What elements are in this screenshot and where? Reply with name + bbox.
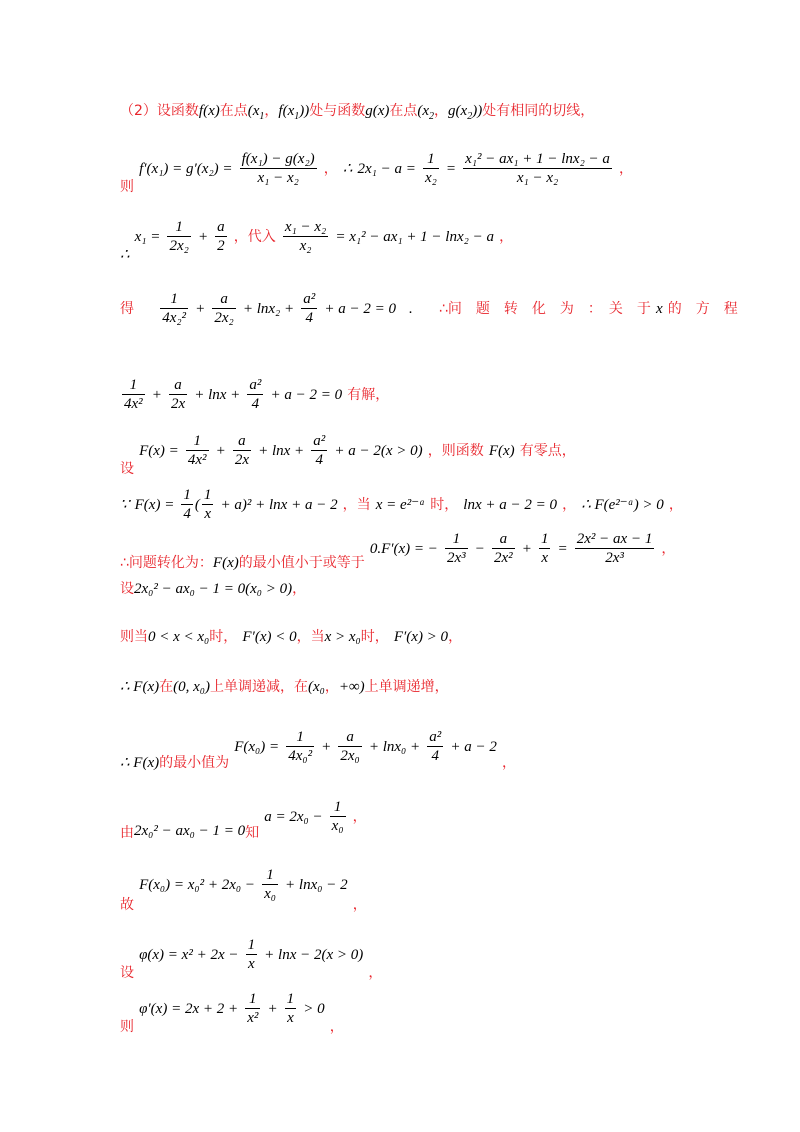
fraction xyxy=(492,530,515,567)
fraction xyxy=(233,432,251,469)
fraction xyxy=(445,530,468,567)
math: + lnx + xyxy=(258,443,305,459)
label: 得 xyxy=(120,301,134,317)
math: (x xyxy=(417,103,430,119)
fraction xyxy=(283,218,328,255)
math: f(x xyxy=(278,103,295,119)
denominator: x₂ xyxy=(424,170,437,186)
text: 有零点， xyxy=(519,443,576,459)
text: ， xyxy=(352,897,367,913)
math: ∴ xyxy=(342,161,353,177)
denominator: 2x xyxy=(170,396,186,412)
math: f(x) xyxy=(198,103,220,119)
fraction xyxy=(262,866,278,903)
fraction xyxy=(575,530,655,567)
label: 设 xyxy=(120,581,134,597)
text: ， xyxy=(499,229,514,245)
label: 则 xyxy=(120,179,134,195)
fraction xyxy=(240,150,317,187)
denominator: 4x₀² xyxy=(288,748,313,764)
fraction xyxy=(286,728,314,765)
text: ， xyxy=(352,809,367,825)
math: x = e²⁻ᵃ xyxy=(375,497,426,513)
numerator: 1 xyxy=(262,866,278,885)
label: 故 xyxy=(120,897,134,913)
line-10 xyxy=(120,626,462,646)
numerator: a² xyxy=(303,291,316,307)
math: + xyxy=(321,739,332,755)
denominator: 2 xyxy=(217,238,225,254)
text: 的最小值小于或等于 xyxy=(238,555,365,571)
math: g(x) xyxy=(365,103,390,119)
line-4 xyxy=(120,290,738,327)
text: 则当 xyxy=(120,629,148,645)
denominator: 4 xyxy=(431,748,439,764)
denominator: 2x₂ xyxy=(169,238,189,254)
text: ， xyxy=(323,161,338,177)
label: 设 xyxy=(120,965,134,981)
math: 2x₀² − ax₀ − 1 = 0(x₀ > 0) xyxy=(134,581,293,597)
math: + a − 2 = 0 xyxy=(324,301,396,317)
line-7 xyxy=(120,486,683,523)
text: 时， xyxy=(360,629,389,645)
text: ， xyxy=(448,629,463,645)
text: 处有相同的切线， xyxy=(482,103,595,119)
math: F(x) xyxy=(212,555,239,571)
text: 的 方 程 xyxy=(667,301,738,317)
denominator: x₁ − x₂ xyxy=(257,170,299,186)
math: F(x₀) = x₀² + 2x₀ − xyxy=(139,877,255,893)
numerator: 1 xyxy=(245,990,260,1009)
math: ∴ F(e²⁻ᵃ) > 0 xyxy=(581,497,664,513)
math: + lnx₀ − 2 xyxy=(285,877,348,893)
text: ， xyxy=(292,581,307,597)
denominator: x² xyxy=(247,1010,259,1026)
math: F′(x) > 0 xyxy=(393,629,449,645)
line-6 xyxy=(120,432,576,478)
math: g(x xyxy=(448,103,468,119)
denominator: x₀ xyxy=(331,818,344,834)
numerator: 2x² − ax − 1 xyxy=(576,531,653,547)
math: F(x₀) = xyxy=(234,739,280,755)
math: ∴ F(x) xyxy=(120,755,160,771)
denominator: x xyxy=(204,506,211,522)
fraction xyxy=(202,486,214,523)
math: φ(x) = x² + 2x − xyxy=(139,947,239,963)
text: 时， xyxy=(430,497,459,513)
math: + a)² + lnx + a − 2 xyxy=(220,497,338,513)
text: ， xyxy=(619,161,634,177)
math: = x₁² − ax₁ + 1 − lnx₂ − a xyxy=(335,229,494,245)
denominator: 4x² xyxy=(187,452,207,468)
numerator: 1 xyxy=(247,937,256,953)
math: 2x₁ − a = xyxy=(357,161,416,177)
numerator: 1 xyxy=(186,432,209,451)
denominator: 2x³ xyxy=(605,550,624,566)
math: + lnx + xyxy=(194,387,241,403)
fraction xyxy=(285,990,297,1027)
denominator: 2x₂ xyxy=(214,310,234,326)
line-9 xyxy=(120,578,306,598)
math: + xyxy=(197,229,209,245)
math: + a − 2(x > 0) xyxy=(334,443,423,459)
text: ，代入 xyxy=(233,229,276,245)
fraction xyxy=(301,290,317,327)
denominator: 2x² xyxy=(493,550,513,566)
text: ， xyxy=(329,1019,344,1035)
denominator: 4 xyxy=(315,452,324,468)
numerator: 1 xyxy=(445,530,468,549)
denominator: x₁ − x₂ xyxy=(516,170,559,186)
label: 由 xyxy=(120,825,134,841)
fraction xyxy=(167,218,190,255)
fraction xyxy=(186,432,209,469)
numerator: f(x₁) − g(x₂) xyxy=(241,151,315,167)
fraction xyxy=(338,728,361,765)
line-8 xyxy=(120,530,675,572)
numerator: a² xyxy=(313,433,326,449)
denominator: 4 xyxy=(305,310,313,326)
math: . xyxy=(409,301,413,317)
numerator: 1 xyxy=(286,728,314,747)
math: )) xyxy=(299,103,310,119)
math: + xyxy=(267,1001,278,1017)
text: ， xyxy=(434,103,449,119)
numerator: a² xyxy=(249,377,262,393)
fraction xyxy=(246,936,258,973)
fraction xyxy=(212,290,235,327)
math: x₁ = xyxy=(134,229,161,245)
math: F(x) = xyxy=(139,443,179,459)
denominator: 4 xyxy=(183,506,191,522)
text: ， xyxy=(668,497,683,513)
text: 在点 xyxy=(219,103,248,119)
math-sub: 1 xyxy=(259,111,265,123)
denominator: 4 xyxy=(251,396,260,412)
numerator: a xyxy=(233,432,251,451)
math: + a − 2 xyxy=(450,739,497,755)
denominator: x xyxy=(287,1010,294,1026)
line-3 xyxy=(120,218,513,264)
math: + xyxy=(521,541,532,557)
fraction xyxy=(247,376,263,413)
denominator: x₂ xyxy=(299,238,312,254)
text: ∴问题转化为： xyxy=(120,555,213,571)
denominator: x xyxy=(541,550,549,566)
numerator: 1 xyxy=(203,487,212,503)
math: > 0 xyxy=(303,1001,325,1017)
numerator: 1 xyxy=(160,290,188,309)
numerator: 1 xyxy=(122,376,145,395)
math: f′(x₁) = g′(x₂) = xyxy=(139,161,233,177)
fraction xyxy=(169,376,187,413)
line-1 xyxy=(120,100,594,122)
math: + xyxy=(151,387,162,403)
math: (x xyxy=(247,103,260,119)
fraction xyxy=(181,486,193,523)
math: ∵ xyxy=(120,497,130,513)
math: + lnx₀ + xyxy=(368,739,421,755)
fraction xyxy=(423,150,439,187)
math: ∴ xyxy=(120,247,130,263)
line-16 xyxy=(120,990,344,1036)
label: 设 xyxy=(120,461,134,477)
denominator: 4x² xyxy=(124,396,143,412)
numerator: a xyxy=(492,530,515,549)
numerator: 1 xyxy=(183,487,191,503)
math: a = 2x₀ − xyxy=(264,809,323,825)
denominator: 2x xyxy=(234,452,250,468)
numerator: 1 xyxy=(423,150,439,169)
math: F(x) xyxy=(488,443,515,459)
math: x xyxy=(656,301,663,317)
math: (0, x₀) xyxy=(173,679,210,695)
text: ， xyxy=(501,755,516,771)
math: 2x₀² − ax₀ − 1 = 0 xyxy=(134,823,246,839)
text: ， xyxy=(661,541,676,557)
math-sub: 2 xyxy=(429,111,435,123)
fraction xyxy=(463,150,612,187)
text: 上单调递增， xyxy=(364,679,449,695)
denominator: 2x³ xyxy=(447,550,466,566)
math: + lnx − 2(x > 0) xyxy=(264,947,364,963)
math: + lnx₂ + xyxy=(242,301,295,317)
math: ∴ F(x) xyxy=(120,679,160,695)
numerator: 1 xyxy=(540,531,549,547)
denominator: x xyxy=(247,956,255,972)
text: 知 xyxy=(245,825,260,841)
text: 处与函数 xyxy=(309,103,366,119)
denominator: 4x₂² xyxy=(162,310,187,326)
math: ( xyxy=(194,497,200,513)
text: （2）设函数 xyxy=(120,103,199,119)
numerator: 1 xyxy=(167,218,190,237)
text: ， xyxy=(264,103,279,119)
fraction xyxy=(160,290,188,327)
text: 在点 xyxy=(389,103,418,119)
denominator: 2x₀ xyxy=(340,748,360,764)
numerator: 1 xyxy=(286,991,295,1007)
fraction xyxy=(311,432,327,469)
math: F(x) = xyxy=(134,497,175,513)
text: 时， xyxy=(209,629,238,645)
text: ，当 xyxy=(296,629,325,645)
fraction xyxy=(330,798,346,835)
math-sub: 2 xyxy=(467,111,473,123)
numerator: a xyxy=(338,728,361,747)
text: 上单调递减，在 xyxy=(209,679,308,695)
math: 0 < x < x₀ xyxy=(148,629,210,645)
line-15 xyxy=(120,936,382,982)
denominator: x₀ xyxy=(264,886,276,902)
line-5 xyxy=(120,376,389,413)
numerator: 1 xyxy=(330,798,346,817)
text: ， xyxy=(324,679,339,695)
math: = xyxy=(445,161,457,177)
text: ∴问 题 转 化 为 ： 关 于 xyxy=(438,301,651,317)
math-sub: 1 xyxy=(294,111,300,123)
line-2 xyxy=(120,150,633,196)
math: )) xyxy=(472,103,483,119)
math: (x₀ xyxy=(307,679,325,695)
line-12 xyxy=(120,728,516,772)
text: ，当 xyxy=(342,497,371,513)
math: = xyxy=(557,541,568,557)
line-13 xyxy=(120,798,367,842)
numerator: a xyxy=(212,290,235,309)
numerator: x₁ − x₂ xyxy=(284,219,327,235)
math: +∞) xyxy=(338,679,365,695)
math: lnx + a − 2 = 0 xyxy=(463,497,557,513)
fraction xyxy=(245,990,260,1027)
text: 的最小值为 xyxy=(159,755,230,771)
text: ， xyxy=(368,965,383,981)
text: ，则函数 xyxy=(427,443,484,459)
line-14 xyxy=(120,866,367,914)
numerator: a xyxy=(217,219,225,235)
math: − xyxy=(474,541,485,557)
fraction xyxy=(427,728,443,765)
label: 则 xyxy=(120,1019,134,1035)
math: 0.F′(x) = − xyxy=(369,541,438,557)
fraction xyxy=(122,376,145,413)
text: 有解， xyxy=(347,387,390,403)
fraction xyxy=(539,530,551,567)
numerator: x₁² − ax₁ + 1 − lnx₂ − a xyxy=(465,151,610,167)
math: x > x₀ xyxy=(324,629,361,645)
fraction xyxy=(215,218,227,255)
math: + a − 2 = 0 xyxy=(270,387,343,403)
text: 在 xyxy=(159,679,174,695)
line-11 xyxy=(120,676,449,696)
numerator: a xyxy=(169,376,187,395)
math: + xyxy=(215,443,226,459)
text: ， xyxy=(562,497,577,513)
math: F′(x) < 0 xyxy=(242,629,297,645)
numerator: a² xyxy=(429,729,442,745)
math: φ′(x) = 2x + 2 + xyxy=(139,1001,239,1017)
math: + xyxy=(195,301,206,317)
